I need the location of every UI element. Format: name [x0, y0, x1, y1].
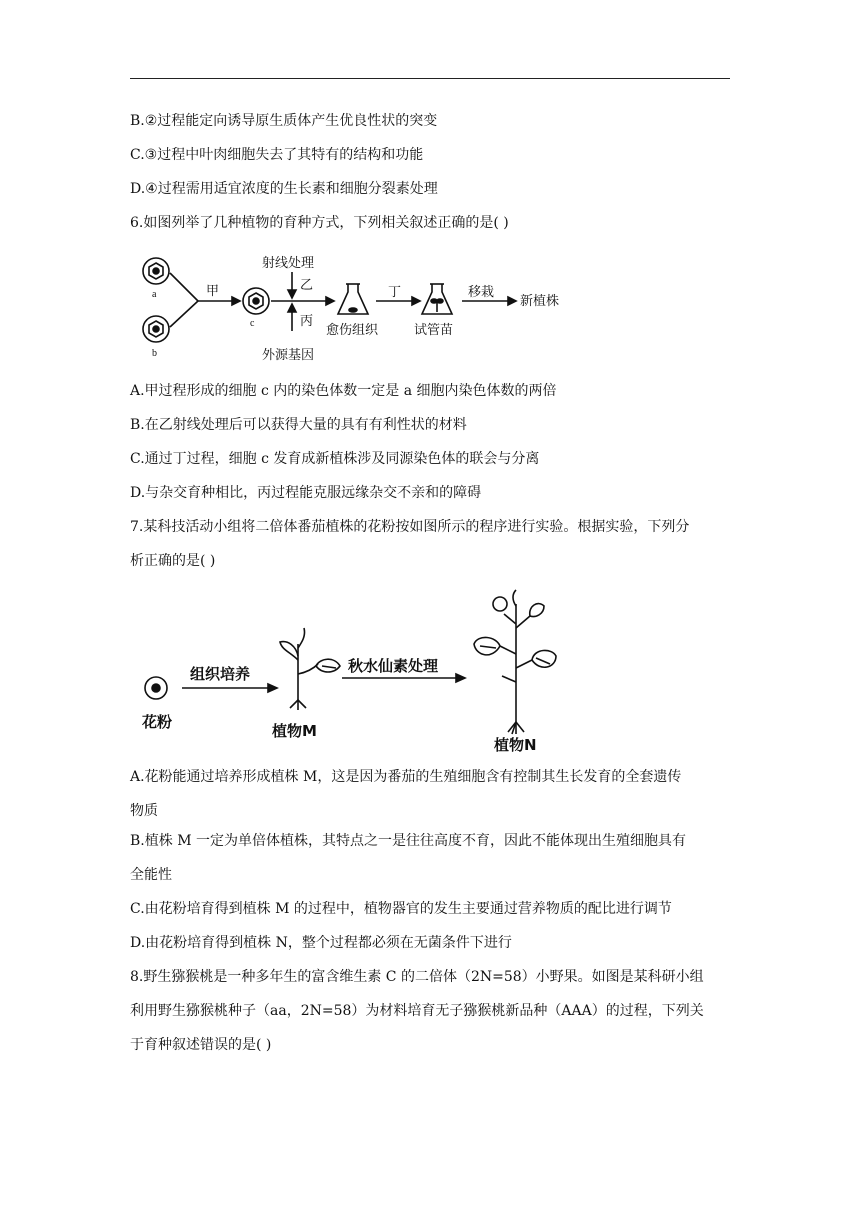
option-6d: D.与杂交育种相比，丙过程能克服远缘杂交不亲和的障碍 — [130, 485, 482, 501]
option-6c: C.通过丁过程，细胞 c 发育成新植株涉及同源染色体的联会与分离 — [130, 451, 540, 467]
option-7a-cont: 物质 — [130, 803, 158, 819]
arrow-transplant-icon — [508, 297, 516, 305]
label-plant-n: 植物N — [494, 736, 537, 754]
label-ding: 丁 — [388, 285, 402, 300]
label-plant-m: 植物M — [272, 722, 317, 740]
label-transplant: 移栽 — [468, 285, 495, 300]
question-7-stem-cont: 析正确的是( ) — [130, 553, 216, 569]
option-7a: A.花粉能通过培养形成植株 M，这是因为番茄的生殖细胞含有控制其生长发育的全套遗传 — [130, 769, 682, 785]
arrow-jia-icon — [232, 297, 240, 305]
label-callus: 愈伤组织 — [326, 323, 379, 338]
label-plantlet: 试管苗 — [414, 323, 454, 338]
breeding-diagram — [130, 246, 600, 366]
label-jia: 甲 — [206, 284, 220, 299]
label-tissue-culture: 组织培养 — [190, 665, 251, 683]
label-bing: 丙 — [300, 314, 314, 329]
label-pollen: 花粉 — [142, 713, 173, 731]
option-7b: B.植株 M 一定为单倍体植株，其特点之一是往往高度不育，因此不能体现出生殖细胞具有 — [130, 833, 686, 849]
label-yi: 乙 — [300, 278, 314, 293]
label-new-plant: 新植株 — [520, 294, 560, 309]
label-b: b — [152, 348, 157, 359]
flask-plantlet-icon — [422, 284, 452, 314]
question-8-stem-cont2: 于育种叙述错误的是( ) — [130, 1037, 272, 1053]
option-7c: C.由花粉培育得到植株 M 的过程中，植物器官的发生主要通过营养物质的配比进行调节 — [130, 901, 672, 917]
arrow-yi-icon — [288, 290, 296, 298]
flask-callus-icon — [338, 284, 368, 314]
option-5b: B.②过程能定向诱导原生质体产生优良性状的突变 — [130, 113, 438, 129]
label-radiation: 射线处理 — [262, 256, 315, 271]
label-a: a — [152, 289, 157, 300]
pollen-icon — [145, 677, 167, 699]
cell-c-icon — [243, 288, 269, 314]
option-7b-cont: 全能性 — [130, 867, 172, 883]
arrow-colchicine-icon — [456, 674, 465, 682]
pollen-culture-diagram — [130, 584, 590, 754]
arrow-culture-icon — [268, 684, 277, 692]
option-6b: B.在乙射线处理后可以获得大量的具有有利性状的材料 — [130, 417, 467, 433]
label-colchicine: 秋水仙素处理 — [348, 657, 439, 675]
option-7d: D.由花粉培育得到植株 N，整个过程都必须在无菌条件下进行 — [130, 935, 512, 951]
question-8-stem: 8.野生猕猴桃是一种多年生的富含维生素 C 的二倍体（2N=58）小野果。如图是某科研小组 — [130, 969, 704, 985]
question-6-stem: 6.如图列举了几种植物的育种方式，下列相关叙述正确的是( ) — [130, 215, 509, 231]
arrow-bing-icon — [288, 304, 296, 312]
header-rule — [130, 78, 730, 79]
option-5d: D.④过程需用适宜浓度的生长素和细胞分裂素处理 — [130, 181, 438, 197]
arrow-ding-icon — [412, 297, 420, 305]
label-c: c — [250, 318, 255, 329]
plant-n-icon — [474, 590, 556, 734]
option-5c: C.③过程中叶肉细胞失去了其特有的结构和功能 — [130, 147, 424, 163]
question-8-stem-cont1: 利用野生猕猴桃种子（aa，2N=58）为材料培育无子猕猴桃新品种（AAA）的过程，下列关 — [130, 1003, 704, 1019]
cell-b-icon — [143, 316, 169, 342]
question-7-stem: 7.某科技活动小组将二倍体番茄植株的花粉按如图所示的程序进行实验。根据实验，下列分 — [130, 519, 690, 535]
label-foreign-gene: 外源基因 — [262, 348, 315, 363]
plant-m-icon — [280, 628, 340, 710]
cell-a-icon — [143, 258, 169, 284]
option-6a: A.甲过程形成的细胞 c 内的染色体数一定是 a 细胞内染色体数的两倍 — [130, 383, 557, 399]
